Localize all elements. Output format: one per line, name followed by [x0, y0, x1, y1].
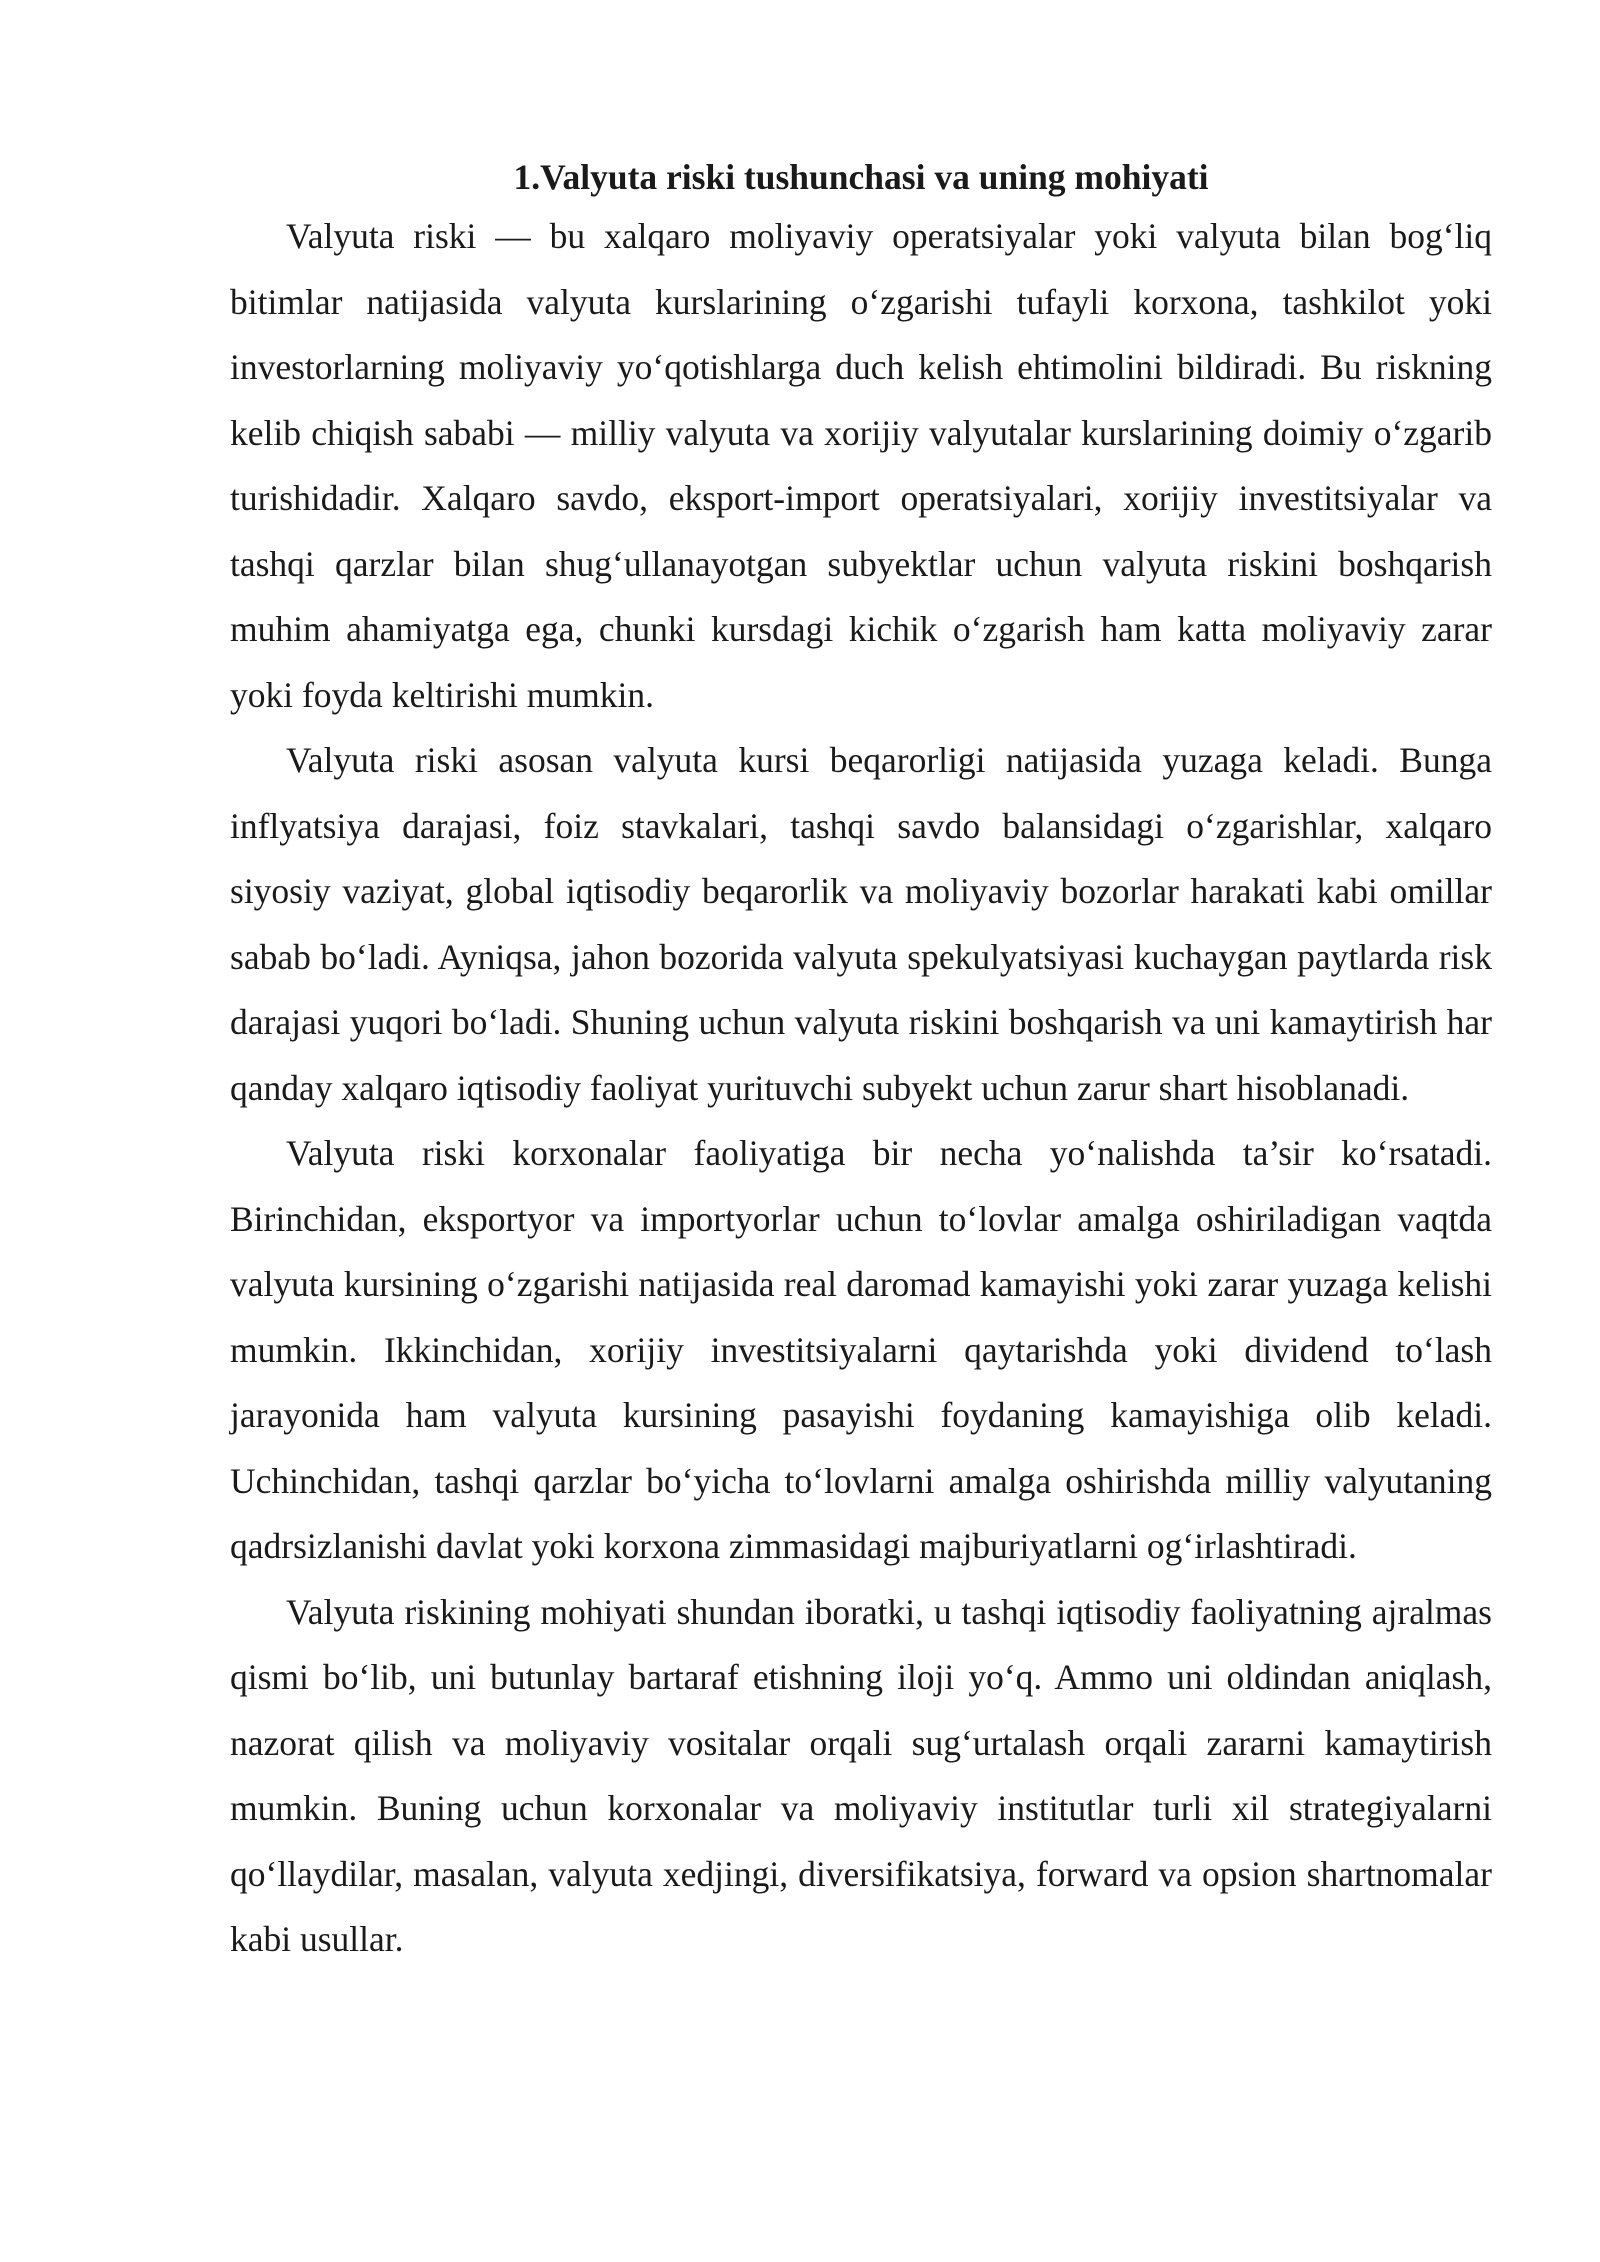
paragraph-1: Valyuta riski — bu xalqaro moliyaviy operatsiyalar yoki valyuta bilan bog‘liq bitimlar natijasida valyuta kurslarining o‘zgarishi tufayli korxona, tashkilot yoki investorlarning moliyaviy yo‘qotishlarga duch kelish ehtimolini bildiradi. Bu riskning kelib chiqish sababi — milliy valyuta va xorijiy valyutalar kurslarining doimiy o‘zgarib turishidadir. Xalqaro savdo, eksport-import operatsiyalari, xorijiy investitsiyalar va tashqi qarzlar bilan shug‘ullanayotgan subyektlar uchun valyuta riskini boshqarish muhim ahamiyatga ega, chunki kursdagi kichik o‘zgarish ham katta moliyaviy zarar yoki foyda keltirishi mumkin. — [230, 216, 1492, 715]
paragraph-3: Valyuta riski korxonalar faoliyatiga bir necha yo‘nalishda ta’sir ko‘rsatadi. Birinchidan, eksportyor va importyorlar uchun to‘lovlar amalga oshiriladigan vaqtda valyuta kursining o‘zgarishi natijasida real daromad kamayishi yoki zarar yuzaga kelishi mumkin. Ikkinchidan, xorijiy investitsiyalarni qaytarishda yoki dividend to‘lash jarayonida ham valyuta kursining pasayishi foydaning kamayishiga olib keladi. Uchinchidan, tashqi qarzlar bo‘yicha to‘lovlarni amalga oshirishda milliy valyutaning qadrsizlanishi davlat yoki korxona zimmasidagi majburiyatlarni og‘irlashtiradi. — [230, 1133, 1492, 1566]
document-body — [230, 152, 1492, 1973]
paragraph-4: Valyuta riskining mohiyati shundan iboratki, u tashqi iqtisodiy faoliyatning ajralmas qismi bo‘lib, uni butunlay bartaraf etishning iloji yo‘q. Ammo uni oldindan aniqlash, nazorat qilish va moliyaviy vositalar orqali sug‘urtalash orqali zararni kamaytirish mumkin. Buning uchun korxonalar va moliyaviy institutlar turli xil strategiyalarni qo‘llaydilar, masalan, valyuta xedjingi, diversifikatsiya, forward va opsion shartnomalar kabi usullar. — [230, 1591, 1492, 1959]
paragraph-2: Valyuta riski asosan valyuta kursi beqarorligi natijasida yuzaga keladi. Bunga inflyatsiya darajasi, foiz stavkalari, tashqi savdo balansidagi o‘zgarishlar, xalqaro siyosiy vaziyat, global iqtisodiy beqarorlik va moliyaviy bozorlar harakati kabi omillar sabab bo‘ladi. Ayniqsa, jahon bozorida valyuta spekulyatsiyasi kuchaygan paytlarda risk darajasi yuqori bo‘ladi. Shuning uchun valyuta riskini boshqarish va uni kamaytirish har qanday xalqaro iqtisodiy faoliyat yurituvchi subyekt uchun zarur shart hisoblanadi. — [230, 740, 1492, 1108]
section-title: 1.Valyuta riski tushunchasi va uning mohiyati — [513, 157, 1209, 197]
